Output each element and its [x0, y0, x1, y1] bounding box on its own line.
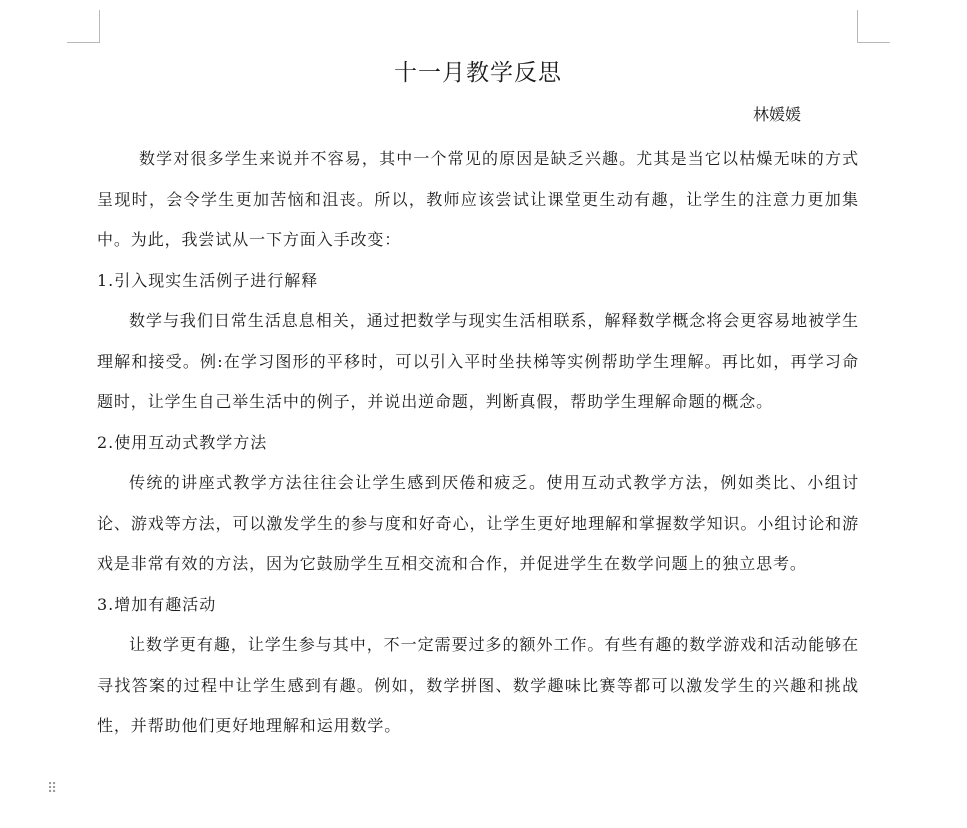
section-heading-3[interactable]: 3.增加有趣活动	[97, 594, 217, 614]
document-author[interactable]: 林媛媛	[753, 105, 802, 124]
intro-paragraph[interactable]: 数学对很多学生来说并不容易，其中一个常见的原因是缺乏兴趣。尤其是当它以枯燥无味的方式呈现时，会令学生更加苦恼和沮丧。所以，教师应该尝试让课堂更生动有趣，让学生的注意力更加集中。为此，我尝试从一下方面入手改变：	[97, 149, 859, 249]
section-paragraph-1[interactable]: 数学与我们日常生活息息相关，通过把数学与现实生活相联系，解释数学概念将会更容易地被学生理解和接受。例:在学习图形的平移时，可以引入平时坐扶梯等实例帮助学生理解。再比如，再学习命题时，让学生自己举生活中的例子，并说出逆命题，判断真假，帮助学生理解命题的概念。	[97, 311, 859, 411]
crop-mark-top-left	[67, 10, 100, 43]
drag-handle-icon[interactable]: ⠿	[47, 781, 58, 797]
section-heading-1[interactable]: 1.引入现实生活例子进行解释	[97, 270, 319, 290]
crop-mark-top-right	[857, 10, 890, 43]
document-body[interactable]	[97, 139, 859, 747]
section-paragraph-3[interactable]: 让数学更有趣，让学生参与其中，不一定需要过多的额外工作。有些有趣的数学游戏和活动能够在寻找答案的过程中让学生感到有趣。例如，数学拼图、数学趣味比赛等都可以激发学生的兴趣和挑战性，并帮助他们更好地理解和运用数学。	[97, 635, 859, 735]
section-heading-2[interactable]: 2.使用互动式教学方法	[97, 432, 268, 452]
section-paragraph-2[interactable]: 传统的讲座式教学方法往往会让学生感到厌倦和疲乏。使用互动式教学方法，例如类比、小组讨论、游戏等方法，可以激发学生的参与度和好奇心，让学生更好地理解和掌握数学知识。小组讨论和游戏是非常有效的方法，因为它鼓励学生互相交流和合作，并促进学生在数学问题上的独立思考。	[97, 473, 859, 573]
document-title[interactable]: 十一月教学反思	[394, 60, 562, 86]
